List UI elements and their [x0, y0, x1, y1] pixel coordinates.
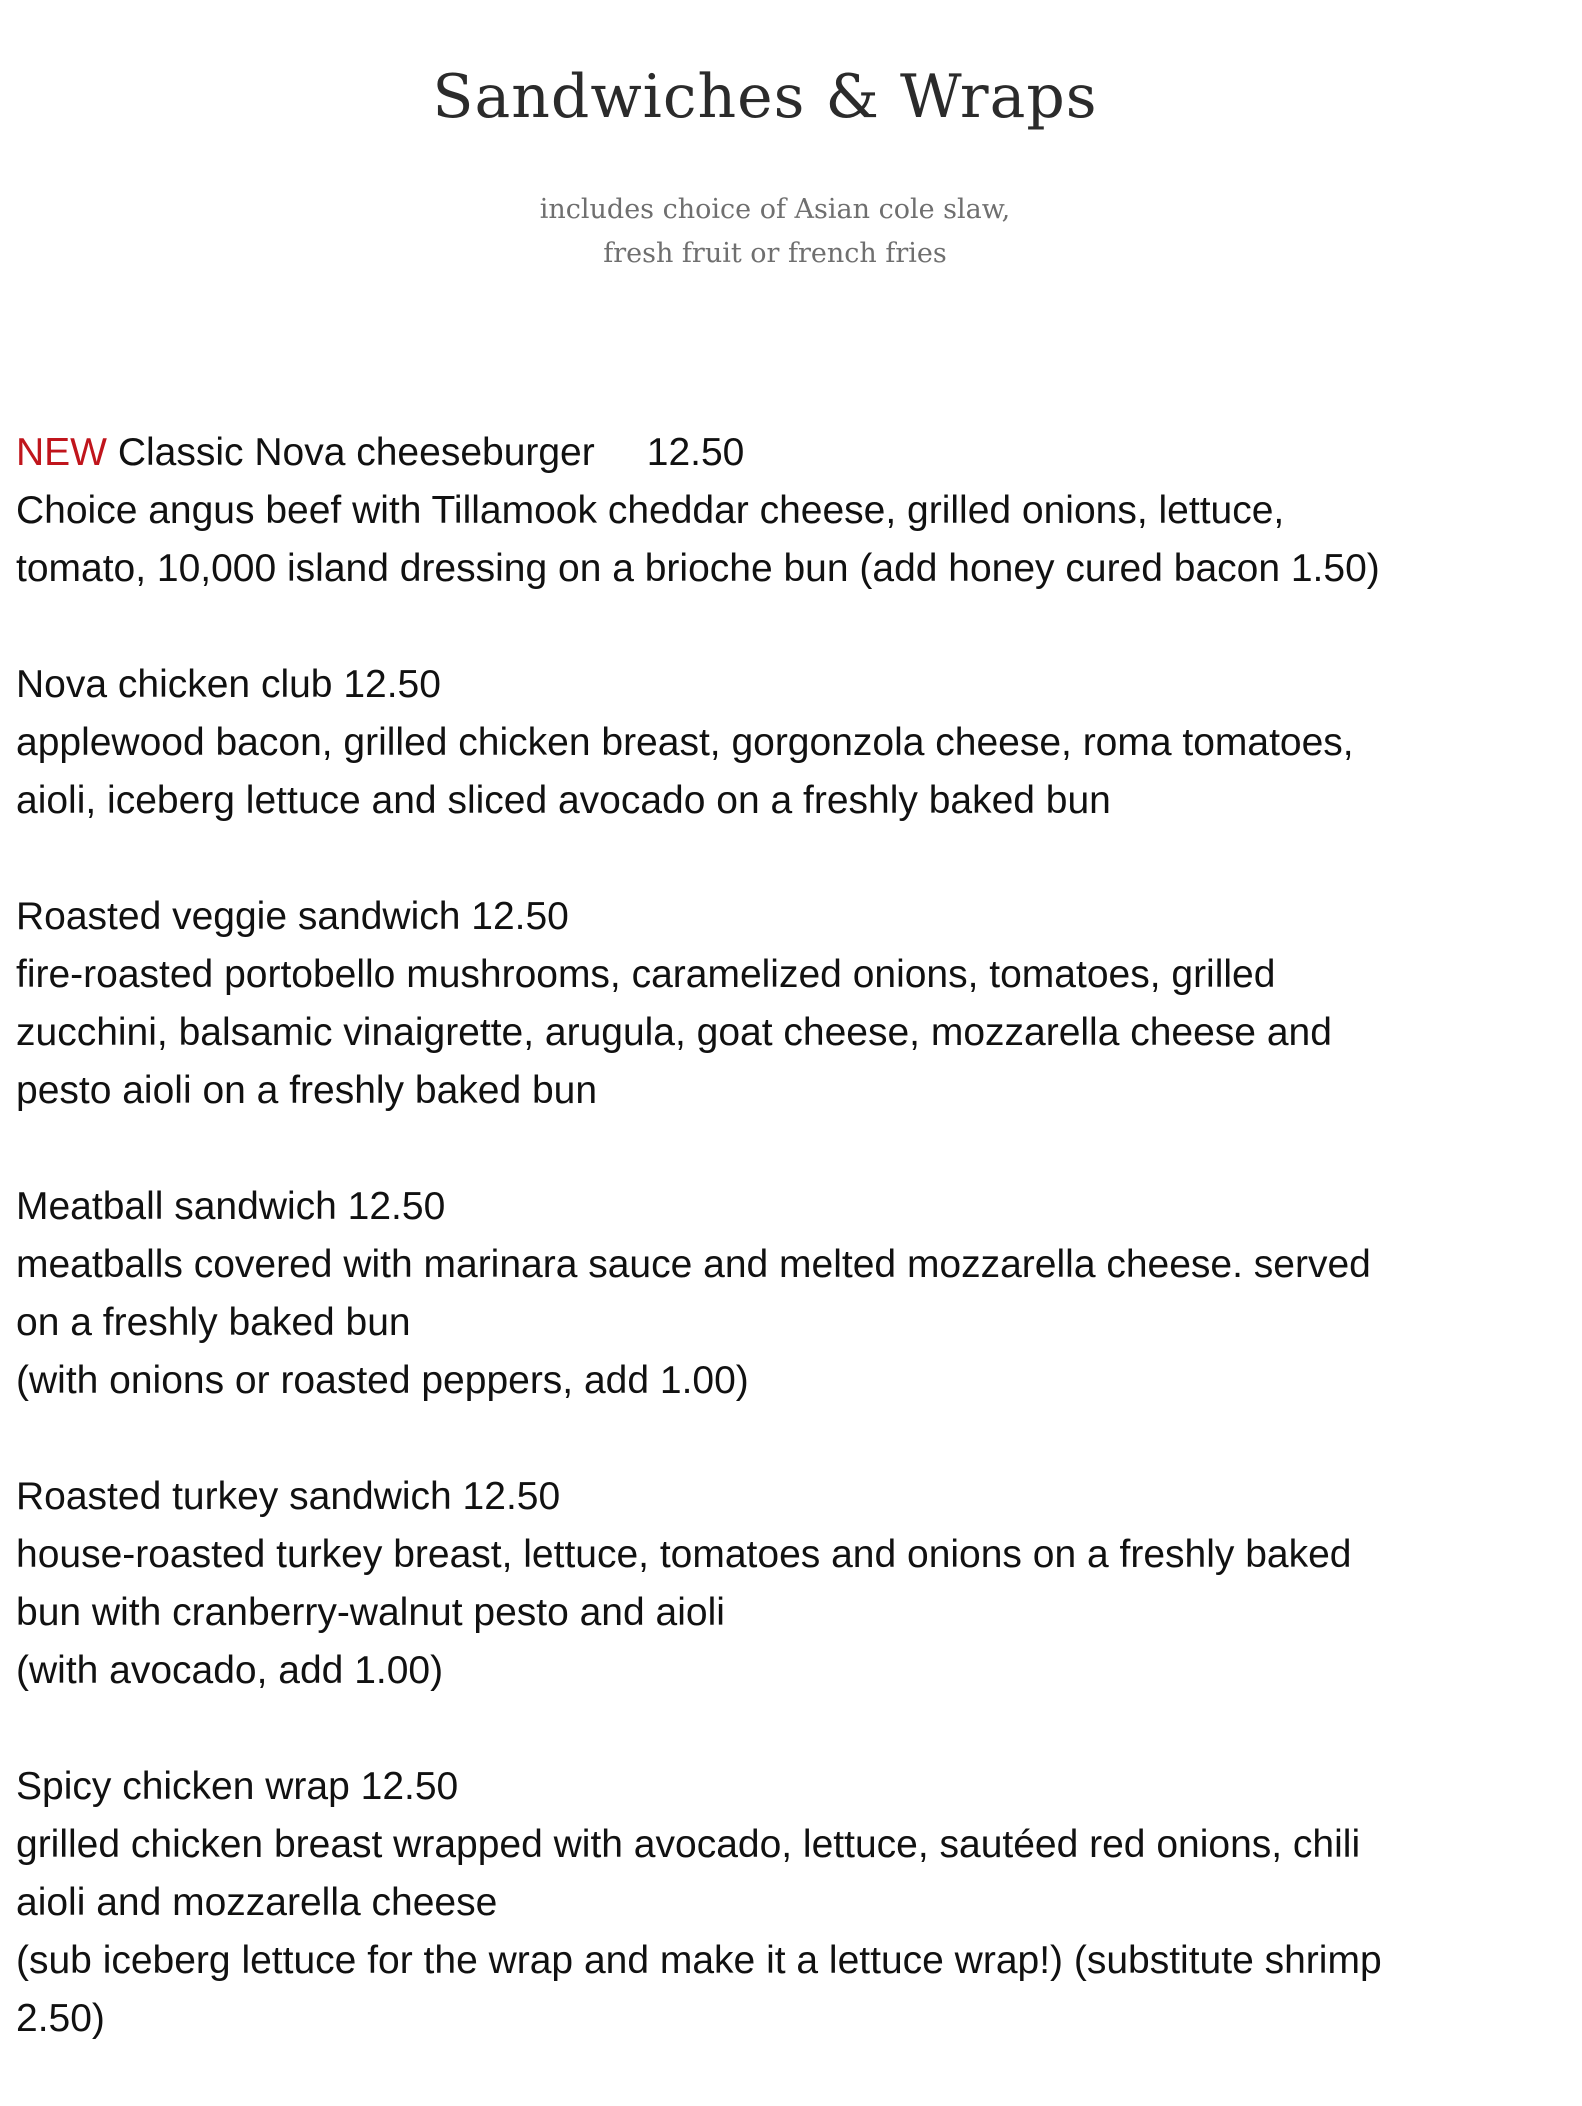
menu-item-heading: Roasted veggie sandwich 12.50: [16, 895, 569, 938]
menu-item-description-line: 2.50): [16, 1997, 105, 2040]
menu-item-heading: Roasted turkey sandwich 12.50: [16, 1475, 561, 1518]
subtitle-line: fresh fruit or french fries: [603, 238, 947, 269]
menu-item-description-line: pesto aioli on a freshly baked bun: [16, 1069, 598, 1112]
menu-item-heading: Meatball sandwich 12.50: [16, 1185, 446, 1228]
menu-item-description-line: aioli and mozzarella cheese: [16, 1881, 498, 1924]
page-subtitle: [0, 188, 1550, 276]
menu-item: [16, 424, 1556, 598]
menu-item-description-line: applewood bacon, grilled chicken breast, gorgonzola cheese, roma tomatoes,: [16, 721, 1354, 764]
menu-item: [16, 1758, 1556, 2048]
menu-item-description-line: zucchini, balsamic vinaigrette, arugula, goat cheese, mozzarella cheese and: [16, 1011, 1332, 1054]
menu-item-heading: Nova chicken club 12.50: [16, 663, 441, 706]
menu-item-description-line: meatballs covered with marinara sauce and melted mozzarella cheese. served: [16, 1243, 1371, 1286]
new-badge: NEW: [16, 431, 107, 474]
menu-item-description-line: tomato, 10,000 island dressing on a brioche bun (add honey cured bacon 1.50): [16, 547, 1380, 590]
menu-item-description-line: on a freshly baked bun: [16, 1301, 411, 1344]
menu-item-description-line: (sub iceberg lettuce for the wrap and make it a lettuce wrap!) (substitute shrimp: [16, 1939, 1382, 1982]
menu-item: [16, 1468, 1556, 1700]
menu-item-description-line: (with avocado, add 1.00): [16, 1649, 444, 1692]
menu-item-description-line: Choice angus beef with Tillamook cheddar cheese, grilled onions, lettuce,: [16, 489, 1285, 532]
menu-items: [16, 424, 1556, 2106]
subtitle-line: includes choice of Asian cole slaw,: [539, 194, 1011, 225]
menu-item: [16, 888, 1556, 1120]
menu-item-description-line: bun with cranberry-walnut pesto and aioli: [16, 1591, 725, 1634]
menu-item-heading: [16, 424, 1556, 482]
menu-item-heading: Spicy chicken wrap 12.50: [16, 1765, 459, 1808]
menu-item-description-line: aioli, iceberg lettuce and sliced avocado on a freshly baked bun: [16, 779, 1111, 822]
menu-item-description-line: grilled chicken breast wrapped with avocado, lettuce, sautéed red onions, chili: [16, 1823, 1361, 1866]
menu-item-description-line: (with onions or roasted peppers, add 1.00): [16, 1359, 749, 1402]
menu-item: [16, 1178, 1556, 1410]
menu-item-description-line: fire-roasted portobello mushrooms, caramelized onions, tomatoes, grilled: [16, 953, 1276, 996]
menu-item-name: Classic Nova cheeseburger: [117, 431, 595, 474]
menu-item-description-line: house-roasted turkey breast, lettuce, tomatoes and onions on a freshly baked: [16, 1533, 1352, 1576]
page-title: Sandwiches & Wraps: [432, 62, 1098, 132]
menu-item: [16, 656, 1556, 830]
menu-item-price: 12.50: [646, 431, 745, 474]
